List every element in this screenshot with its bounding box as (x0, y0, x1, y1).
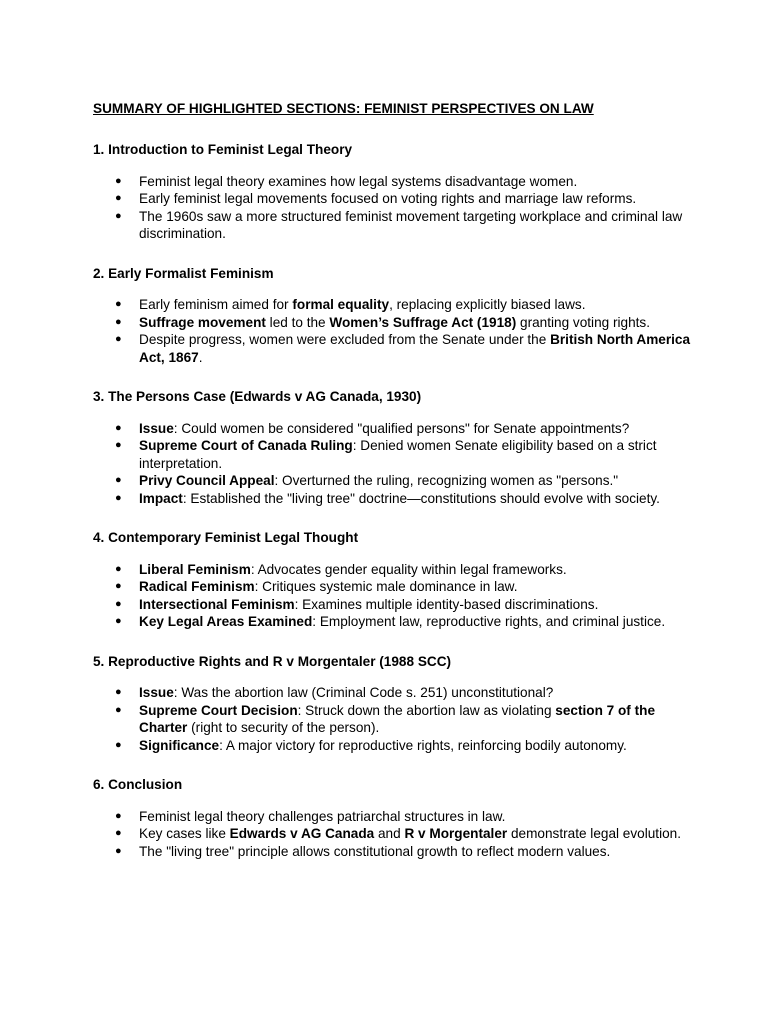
section-4 (93, 529, 693, 631)
bold-text-run: Impact (139, 490, 183, 506)
bullet-icon: ● (115, 580, 122, 592)
bullet-icon: ● (115, 474, 122, 486)
list-item (93, 684, 693, 702)
bold-text-run: Supreme Court Decision (139, 702, 298, 718)
text-run: Key cases like (139, 826, 230, 841)
document-page (93, 100, 693, 882)
bold-text-run: formal equality (292, 297, 390, 312)
section-2 (93, 265, 693, 367)
text-run: : Overturned the ruling, recognizing women as "persons." (274, 473, 619, 488)
section-heading: 5. Reproductive Rights and R v Morgentaler (1988 SCC) (93, 653, 452, 669)
section-5 (93, 653, 693, 755)
bullet-icon: ● (115, 827, 122, 839)
list-item (93, 561, 693, 579)
bullet-icon: ● (115, 192, 122, 204)
bold-text-run: Suffrage movement (139, 314, 266, 330)
text-run: : Denied women Senate eligibility based on a strict interpretation. (139, 438, 657, 471)
bullet-icon: ● (115, 209, 122, 222)
section-6 (93, 776, 693, 860)
text-run: : Advocates gender equality within legal frameworks. (250, 561, 567, 577)
bullet-list (93, 561, 693, 631)
list-item (93, 208, 693, 243)
bullet-icon: ● (115, 686, 122, 698)
list-item (93, 843, 693, 861)
text-run: Early feminism aimed for (139, 297, 293, 312)
text-run: Feminist legal theory challenges patriarchal structures in law. (139, 808, 506, 824)
text-run: Despite progress, women were excluded from the Senate under the (139, 332, 551, 347)
list-item (93, 437, 693, 472)
list-item (93, 596, 693, 614)
bold-text-run: Issue (139, 685, 174, 700)
list-item (93, 314, 693, 332)
text-run: , replacing explicitly biased laws. (389, 297, 586, 312)
text-run: : Struck down the abortion law as violating (297, 702, 556, 718)
text-run: : Critiques systemic male dominance in law. (254, 579, 518, 594)
bullet-list (93, 684, 693, 754)
bold-text-run: Intersectional Feminism (139, 596, 295, 612)
bold-text-run: Key Legal Areas Examined (139, 614, 313, 629)
bullet-icon: ● (115, 174, 122, 187)
list-item (93, 472, 693, 490)
bold-text-run: Significance (139, 737, 220, 753)
bullet-list (93, 296, 693, 366)
bold-text-run: British North America Act, 1867 (139, 332, 691, 365)
text-run: and (374, 826, 405, 841)
sections-container (93, 141, 693, 860)
list-item (93, 825, 693, 843)
bullet-icon: ● (115, 562, 122, 575)
list-item (93, 173, 693, 191)
bullet-icon: ● (115, 703, 122, 716)
text-run: (right to security of the person). (187, 720, 380, 735)
text-run: demonstrate legal evolution. (507, 826, 681, 841)
bold-text-run: Privy Council Appeal (139, 473, 275, 488)
bold-text-run: Radical Feminism (139, 579, 255, 594)
bullet-icon: ● (115, 809, 122, 822)
section-heading: 3. The Persons Case (Edwards v AG Canada, 1930) (93, 389, 422, 404)
text-run: : Examines multiple identity-based discriminations. (294, 596, 599, 612)
list-item (93, 808, 693, 826)
text-run: : Established the "living tree" doctrine—constitutions should evolve with society. (182, 490, 660, 506)
section-heading: 6. Conclusion (93, 777, 183, 792)
section-heading: 1. Introduction to Feminist Legal Theory (93, 142, 353, 157)
bullet-list (93, 808, 693, 861)
bullet-icon: ● (115, 844, 122, 857)
text-run: led to the (265, 314, 330, 330)
section-heading: 4. Contemporary Feminist Legal Thought (93, 530, 359, 545)
bullet-icon: ● (115, 298, 122, 310)
text-run: Feminist legal theory examines how legal systems disadvantage women. (139, 173, 578, 189)
text-run: : Employment law, reproductive rights, and criminal justice. (312, 614, 666, 629)
bullet-icon: ● (115, 597, 122, 610)
list-item (93, 331, 693, 366)
list-item (93, 420, 693, 438)
list-item (93, 490, 693, 508)
list-item (93, 578, 693, 596)
bullet-icon: ● (115, 421, 122, 434)
section-3 (93, 388, 693, 507)
bold-text-run: R v Morgentaler (404, 826, 508, 841)
text-run: : Was the abortion law (Criminal Code s. 251) unconstitutional? (173, 685, 554, 700)
bold-text-run: Issue (139, 420, 174, 436)
text-run: The "living tree" principle allows constitutional growth to reflect modern values. (139, 843, 611, 859)
bullet-icon: ● (115, 315, 122, 328)
document-title: SUMMARY OF HIGHLIGHTED SECTIONS: FEMINIST PERSPECTIVES ON LAW (93, 101, 594, 116)
bold-text-run: Women’s Suffrage Act (1918) (329, 314, 517, 330)
bullet-icon: ● (115, 333, 122, 345)
bold-text-run: Edwards v AG Canada (229, 826, 375, 841)
text-run: : Could women be considered "qualified persons" for Senate appointments? (173, 420, 630, 436)
bullet-icon: ● (115, 738, 122, 751)
list-item (93, 737, 693, 755)
list-item (93, 296, 693, 314)
bullet-icon: ● (115, 491, 122, 504)
bold-text-run: Liberal Feminism (139, 561, 251, 577)
bullet-list (93, 420, 693, 508)
text-run: The 1960s saw a more structured feminist movement targeting workplace and criminal law discrimination. (139, 208, 683, 241)
text-run: Early feminist legal movements focused on voting rights and marriage law reforms. (139, 191, 637, 206)
bold-text-run: section 7 of the Charter (139, 702, 655, 735)
text-run: : A major victory for reproductive rights, reinforcing bodily autonomy. (219, 737, 627, 753)
list-item (93, 613, 693, 631)
bullet-icon: ● (115, 439, 122, 451)
bullet-icon: ● (115, 615, 122, 627)
bold-text-run: Supreme Court of Canada Ruling (139, 438, 353, 453)
list-item (93, 702, 693, 737)
text-run: granting voting rights. (516, 314, 650, 330)
text-run: . (198, 349, 203, 365)
bullet-list (93, 173, 693, 243)
list-item (93, 190, 693, 208)
section-heading: 2. Early Formalist Feminism (93, 265, 274, 281)
section-1 (93, 141, 693, 243)
